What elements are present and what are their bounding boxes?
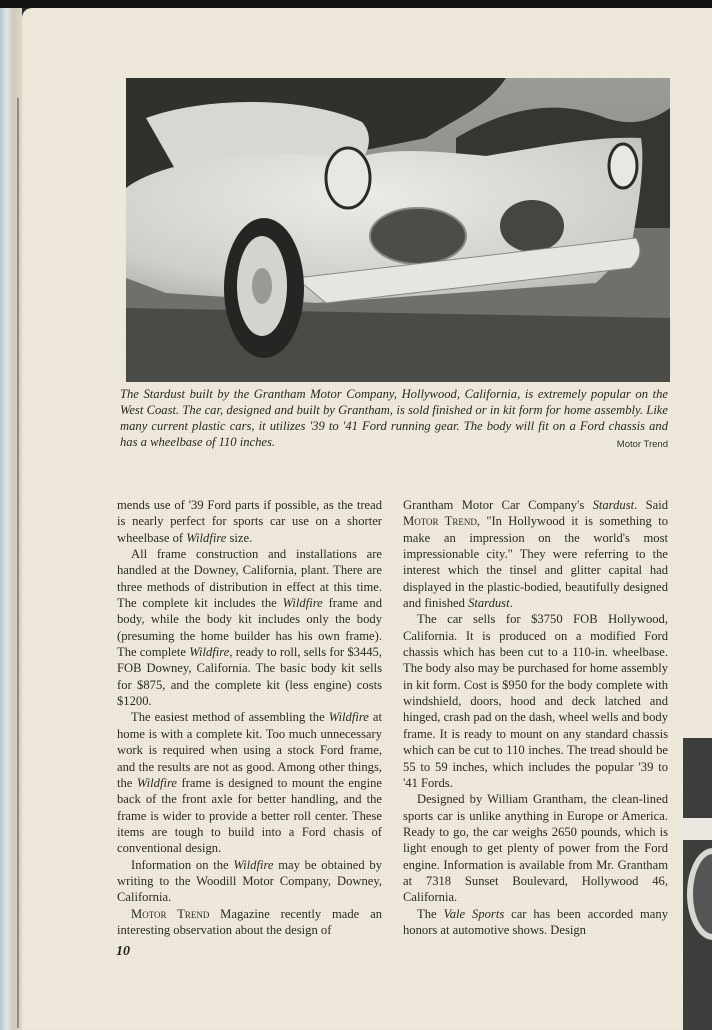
grille-right xyxy=(500,200,564,252)
paragraph: The car sells for $3750 FOB Hollywood, California. It is produced on a modified Ford chassis which has been cut to a 110-in. wheelbase. The body also may be purchased for home assembly in kit form. Cost is $950 for the body complete with windshield, doors, hood and deck latched and hinged, crash pad on the dash, wheel wells and body frame. It is ready to mount on any standard chassis which can be cut to 110 inches. The tread should be 55 to 59 inches, which includes the popular '39 to '41 Fords. xyxy=(403,612,668,790)
car-photo xyxy=(126,78,670,382)
left-column xyxy=(117,497,382,938)
binding-edge xyxy=(0,8,22,1030)
paragraph: The easiest method of assembling the Wildfire at home is with a complete kit. Too much unnecessary work is required when using a stock Ford frame, and the results are not as good. Among other things, the Wildfire frame is designed to mount the engine back of the front axle for better handling, and the frame is wider to provide a better roll center. These items are tough to build into a Ford chasis of conventional design. xyxy=(117,710,382,856)
scan-top-edge xyxy=(0,0,712,8)
headlight-left xyxy=(326,148,370,208)
paragraph: Information on the Wildfire may be obtained by writing to the Woodill Motor Company, Downey, California. xyxy=(117,857,383,905)
paragraph: The Vale Sports car has been accorded many honors at automotive shows. Design xyxy=(403,906,668,937)
adjacent-page-photo xyxy=(683,738,712,1030)
photo-caption xyxy=(120,386,668,453)
page-number: 10 xyxy=(116,944,130,959)
photo-credit: Motor Trend xyxy=(616,439,668,450)
caption-text: The Stardust built by the Grantham Motor Company, Hollywood, California, is extremely popular on the West Coast. The car, designed and built by Grantham, is sold finished or in kit form for home assembly. Like many current plastic cars, it utilizes '39 to '41 Ford running gear. The body will fit on a Ford chassis and has a wheelbase of 110 inches. xyxy=(120,387,668,449)
shadow xyxy=(126,308,670,382)
paragraph: Designed by William Grantham, the clean-lined sports car is unlike anything in Europe or America. Ready to go, the car weighs 2650 pounds, which is light enough to get plenty of power from the Ford engine. Information is available from Mr. Grantham at 7318 Sunset Boulevard, Hollywood 46, California. xyxy=(403,792,668,905)
paragraph: mends use of '39 Ford parts if possible, as the tread is nearly perfect for sports car use on a shorter wheelbase of Wildfire size. xyxy=(117,498,382,545)
car-illustration xyxy=(126,78,670,382)
wheel-fragment xyxy=(687,848,712,940)
paragraph: Motor Trend Magazine recently made an interesting observation about the design of xyxy=(117,906,382,937)
paragraph: All frame construction and installations are handled at the Downey, California, plant. There are three methods of distribution in effect at this time. The complete kit includes the Wildfire frame and body, while the body kit includes only the body (presuming the home builder has his own frame). The complete Wildfire, ready to roll, sells for $3445, FOB Downey, California. The basic body kit sells for $875, and the complete kit (less engine) costs $1200. xyxy=(117,547,382,709)
headlight-right xyxy=(609,144,637,188)
binding-line xyxy=(17,98,19,1028)
paragraph: Grantham Motor Car Company's Stardust. Said Motor Trend, "In Hollywood it is something to make an impression on the world's most impressionable city." They were referring to the interest which the tinsel and glitter capital had displayed in the plastic-bodied, beautifully designed and finished Stardust. xyxy=(403,498,668,611)
grille-left xyxy=(370,208,466,264)
right-column xyxy=(403,497,668,938)
